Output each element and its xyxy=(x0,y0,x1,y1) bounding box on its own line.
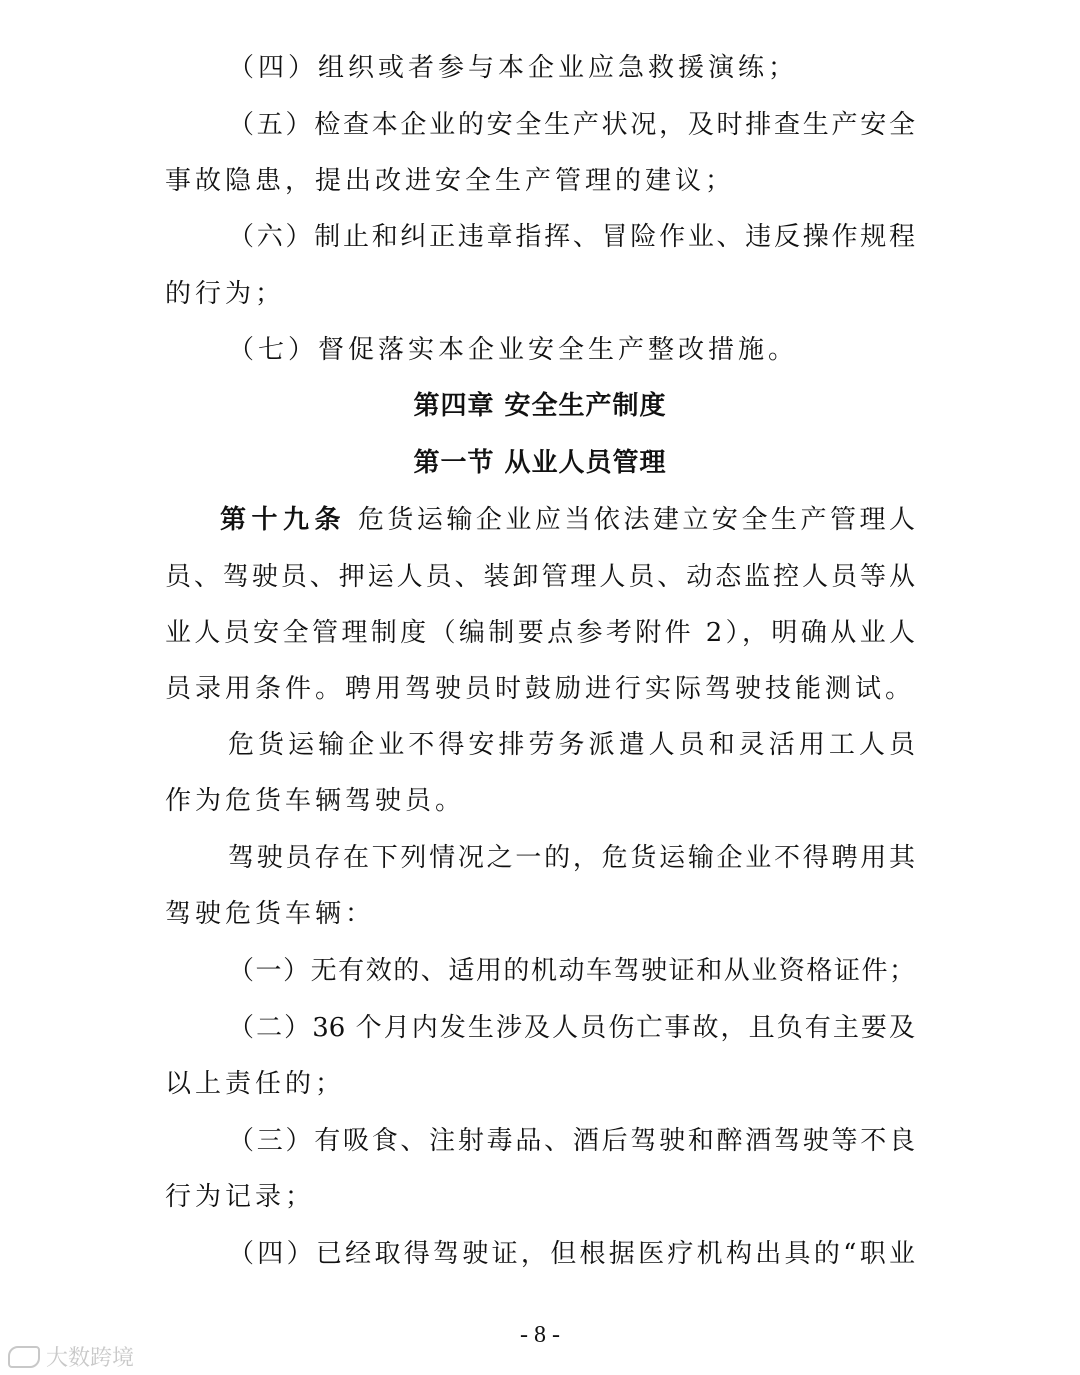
paragraph-line: 事故隐患，提出改进安全生产管理的建议； xyxy=(165,166,736,196)
chapter-title: 第四章 安全生产制度 xyxy=(413,391,667,421)
paragraph-line: 驾驶危货车辆： xyxy=(165,899,376,929)
paragraph-line: （五）检查本企业的安全生产状况，及时排查生产安全 xyxy=(228,110,915,140)
paragraph-line: 驾驶员存在下列情况之一的，危货运输企业不得聘用其 xyxy=(228,843,915,873)
paragraph-line: 行为记录； xyxy=(165,1182,316,1212)
paragraph-line: 以上责任的； xyxy=(165,1069,346,1099)
paragraph-line: （四）已经取得驾驶证，但根据医疗机构出具的“职业 xyxy=(228,1239,915,1269)
article-label: 第十九条 xyxy=(220,505,347,535)
watermark xyxy=(8,1341,134,1372)
article-text: 危货运输企业应当依法建立安全生产管理人 xyxy=(357,505,915,535)
paragraph-line: （一）无有效的、适用的机动车驾驶证和从业资格证件； xyxy=(228,956,915,986)
paragraph-line: 业人员安全管理制度（编制要点参考附件 2），明确从业人 xyxy=(165,618,915,648)
paragraph-line: 员、驾驶员、押运人员、装卸管理人员、动态监控人员等从 xyxy=(165,562,915,592)
article-first-line xyxy=(165,500,915,540)
section-title: 第一节 从业人员管理 xyxy=(413,448,667,478)
paragraph-line: （四）组织或者参与本企业应急救援演练； xyxy=(228,53,799,83)
paragraph-line: （二）36 个月内发生涉及人员伤亡事故，且负有主要及 xyxy=(228,1013,915,1043)
watermark-text: 大数跨境 xyxy=(46,1346,135,1371)
paragraph-line: （六）制止和纠正违章指挥、冒险作业、违反操作规程 xyxy=(228,222,915,252)
paragraph-line: 的行为； xyxy=(165,279,286,309)
paragraph-line: 作为危货车辆驾驶员。 xyxy=(165,786,466,816)
paragraph-line: （三）有吸食、注射毒品、酒后驾驶和醉酒驾驶等不良 xyxy=(228,1126,915,1156)
page-number: - 8 - xyxy=(520,1322,560,1348)
paragraph-line: 员录用条件。聘用驾驶员时鼓励进行实际驾驶技能测试。 xyxy=(165,674,916,704)
paragraph-line: 危货运输企业不得安排劳务派遣人员和灵活用工人员 xyxy=(228,730,915,760)
paragraph-line: （七）督促落实本企业安全生产整改措施。 xyxy=(228,335,799,365)
watermark-logo-icon xyxy=(8,1346,40,1368)
